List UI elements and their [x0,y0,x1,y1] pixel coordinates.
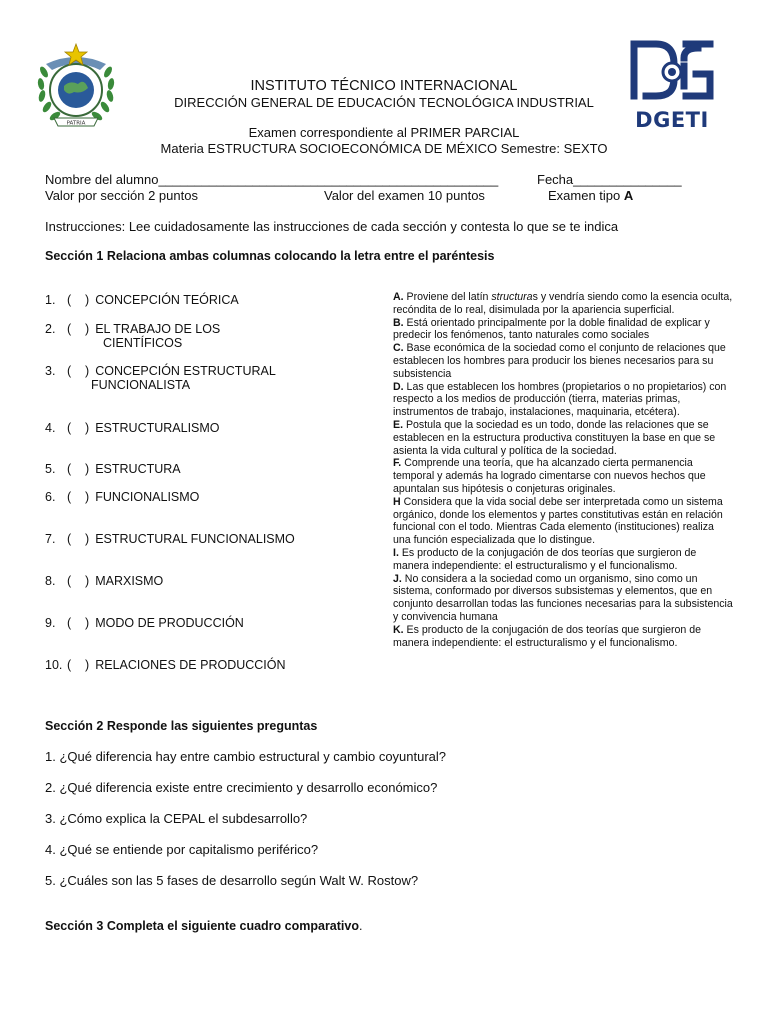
definition-item [393,457,733,495]
definition-letter: K. [393,623,404,636]
section2-question: 4. ¿Qué se entiende por capitalismo periférico? [45,842,319,857]
match-item-text: ESTRUCTURAL FUNCIONALISMO [95,532,295,546]
date-field: Fecha_______________ [537,172,682,187]
match-item-number: 5. [45,462,56,476]
exam-type-value: A [623,188,634,203]
match-item [45,616,244,630]
section2-title: Sección 2 Responde las siguientes preguntas [45,719,318,733]
section3-title-end: . [358,919,363,933]
exam-line: Examen correspondiente al PRIMER PARCIAL [248,125,520,140]
match-item [45,421,220,435]
definition-letter: I. [393,546,399,559]
match-item [45,364,276,392]
institute-name: INSTITUTO TÉCNICO INTERNACIONAL [250,78,518,94]
match-item-answer-blank[interactable]: ( ) [67,616,90,630]
match-item-answer-blank[interactable]: ( ) [67,490,90,504]
definition-item [393,381,733,419]
definition-text: Las que establecen los hombres (propietarios o no propietarios) con respecto a los medios de producción (tierra, materias primas, instrumentos de trabajo, instalaciones, maquinaria, etcétera). [393,380,727,419]
definition-text: Postula que la sociedad es un todo, donde las relaciones que se establecen en la estructura productiva constituyen la base en que se asienta la vida cultural y política de la sociedad. [393,418,716,457]
seal-ribbon-text: PATRIA [66,120,86,127]
definition-text: Considera que la vida social debe ser interpretada como un sistema orgánico, donde los elementos y partes constitutivas están en relación funcional con el todo. Mientras Cada elemento (instituciones) realiza una función especializada que lo distingue. [393,495,723,547]
definition-italic: structura [491,291,533,303]
definition-item [393,317,733,343]
definition-letter: B. [393,316,404,329]
definition-letter: D. [393,380,404,393]
match-item-number: 2. [45,322,56,336]
match-item-text: CONCEPCIÓN TEÓRICA [95,293,239,307]
definition-text: No considera a la sociedad como un organismo, sino como un sistema, conformado por diversos subsistemas y elementos, que en conjunto desarrollan todas las funciones necesarias para la subsistencia y convivencia humana [393,572,733,623]
section1-definitions [393,291,733,649]
dgeti-logo-text: DGETI [635,108,709,132]
exam-type-label: Examen tipo [548,188,621,203]
match-item-text-continued: FUNCIONALISTA [91,378,191,392]
definition-item [393,291,733,317]
match-item-number: 4. [45,421,56,435]
match-item-answer-blank[interactable]: ( ) [67,364,90,378]
match-item-answer-blank[interactable]: ( ) [67,421,90,435]
match-item [45,490,199,504]
match-item-number: 9. [45,616,56,630]
match-item-number: 10. [45,658,63,672]
section3-title-wrap [45,919,362,933]
definition-item [393,573,733,624]
match-item-answer-blank[interactable]: ( ) [67,532,90,546]
instructions: Instrucciones: Lee cuidadosamente las instrucciones de cada sección y contesta lo que se te indica [45,219,619,234]
match-item-text: MARXISMO [95,574,164,588]
exam-value: Valor del examen 10 puntos [324,188,485,203]
exam-type [548,188,633,203]
section2-question: 2. ¿Qué diferencia existe entre crecimiento y desarrollo económico? [45,780,438,795]
definition-item [393,547,733,573]
match-item-text: EL TRABAJO DE LOS [95,322,221,336]
match-item-number: 6. [45,490,56,504]
match-item-answer-blank[interactable]: ( ) [67,293,90,307]
definition-letter: A. [393,291,404,303]
definition-item [393,624,733,650]
section3-title: Sección 3 Completa el siguiente cuadro comparativo [45,919,359,933]
match-item-text: ESTRUCTURALISMO [95,421,220,435]
match-item [45,322,220,350]
match-item-answer-blank[interactable]: ( ) [67,658,90,672]
match-item-number: 1. [45,293,56,307]
definition-letter: H [393,495,401,508]
match-item [45,658,286,672]
definition-letter: C. [393,342,404,355]
match-item [45,293,239,307]
match-item-number: 3. [45,364,56,378]
section2-question: 5. ¿Cuáles son las 5 fases de desarrollo según Walt W. Rostow? [45,873,419,888]
definition-item [393,342,733,380]
match-item [45,574,163,588]
match-item-number: 7. [45,532,56,546]
section1-title: Sección 1 Relaciona ambas columnas colocando la letra entre el paréntesis [45,249,495,263]
match-item-text: CONCEPCIÓN ESTRUCTURAL [95,364,276,378]
definition-letter: E. [393,418,404,431]
direction-name: DIRECCIÓN GENERAL DE EDUCACIÓN TECNOLÓGICA INDUSTRIAL [174,95,594,110]
match-item-answer-blank[interactable]: ( ) [67,574,90,588]
match-item-text: MODO DE PRODUCCIÓN [95,616,244,630]
section2-question: 3. ¿Cómo explica la CEPAL el subdesarrollo? [45,811,308,826]
section2-question: 1. ¿Qué diferencia hay entre cambio estructural y cambio coyuntural? [45,749,447,764]
definition-text: Comprende una teoría, que ha alcanzado cierta permanencia temporal y además ha logrado cimentarse con nuevos hechos que apuntalan sus hipótesis o conjeturas originales. [393,457,706,495]
definition-text: Proviene del latín [406,291,492,303]
match-item-text: RELACIONES DE PRODUCCIÓN [95,658,286,672]
definition-text: Base económica de la sociedad como el conjunto de relaciones que establecen los hombres para producir los bienes necesarios para su subsistencia [393,342,726,380]
definition-letter: F. [393,457,402,470]
subject-line: Materia ESTRUCTURA SOCIOECONÓMICA DE MÉXICO Semestre: SEXTO [160,141,608,156]
definition-text: Es producto de la conjugación de dos teorías que surgieron de manera independiente: el estructuralismo y el funcionalismo. [393,546,697,572]
match-item-text-continued: CIENTÍFICOS [103,336,183,350]
definition-item [393,419,733,457]
definition-item [393,496,733,547]
match-item-text: ESTRUCTURA [95,462,181,476]
definition-text-after: s y vendría siendo como la esencia oculta, recóndita de lo real, disimulada por la apariencia superficial. [393,291,733,316]
section-value: Valor por sección 2 puntos [45,188,198,203]
match-item-answer-blank[interactable]: ( ) [67,462,90,476]
definition-letter: J. [393,572,402,585]
match-item [45,462,181,476]
student-name-field: Nombre del alumno_______________________________________________ [45,172,499,187]
definition-text: Es producto de la conjugación de dos teorías que surgieron de manera independiente: el estructuralismo y el funcionalismo. [393,623,702,649]
match-item [45,532,295,546]
match-item-answer-blank[interactable]: ( ) [67,322,90,336]
match-item-text: FUNCIONALISMO [95,490,200,504]
match-item-number: 8. [45,574,56,588]
definition-text: Está orientado principalmente por la doble finalidad de explicar y predecir los fenómenos, tanto naturales como sociales [393,316,710,342]
